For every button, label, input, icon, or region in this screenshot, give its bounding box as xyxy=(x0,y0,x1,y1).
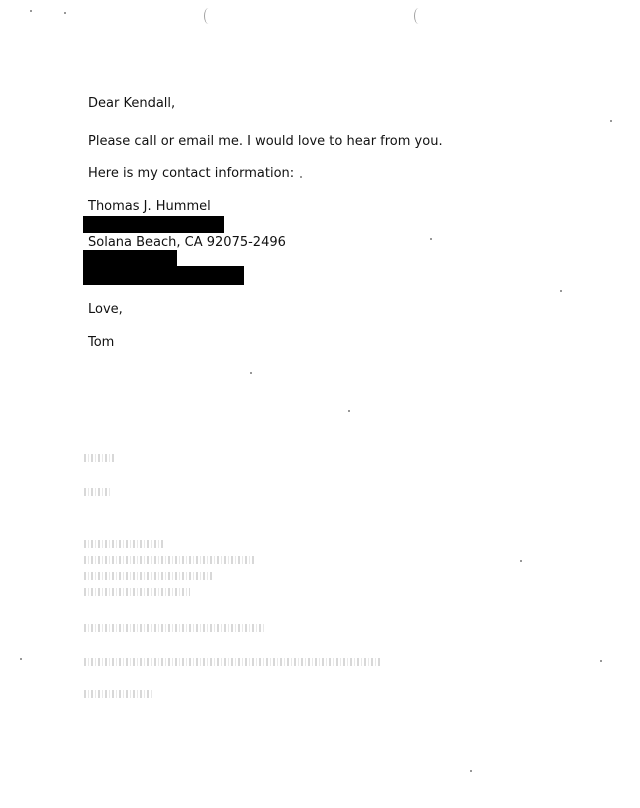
bleed-through-line xyxy=(84,540,164,548)
scan-speck xyxy=(600,660,602,662)
redacted-phone xyxy=(83,250,177,266)
greeting: Dear Kendall, xyxy=(88,96,176,111)
scan-speck xyxy=(470,770,472,772)
scan-mark-right xyxy=(414,8,423,24)
bleed-through-line xyxy=(84,624,266,632)
body-paragraph-1: Please call or email me. I would love to hear from you. xyxy=(88,134,443,149)
redacted-email xyxy=(83,266,244,285)
scan-speck xyxy=(300,176,302,178)
redacted-address xyxy=(83,216,224,233)
closing: Love, xyxy=(88,302,123,317)
scan-speck xyxy=(560,290,562,292)
bleed-through-line xyxy=(84,488,110,496)
bleed-through-line xyxy=(84,690,154,698)
scan-speck xyxy=(610,120,612,122)
bleed-through-line xyxy=(84,572,212,580)
contact-name: Thomas J. Hummel xyxy=(88,199,211,214)
bleed-through-line xyxy=(84,658,380,666)
contact-city-line: Solana Beach, CA 92075-2496 xyxy=(88,235,286,250)
scan-mark-left xyxy=(204,8,213,24)
bleed-through-line xyxy=(84,454,114,462)
scan-speck xyxy=(520,560,522,562)
scan-speck xyxy=(348,410,350,412)
scan-speck xyxy=(64,12,66,14)
scan-speck xyxy=(430,238,432,240)
body-paragraph-2: Here is my contact information: xyxy=(88,166,295,181)
signature: Tom xyxy=(88,335,115,350)
scan-speck xyxy=(250,372,252,374)
scan-speck xyxy=(20,658,22,660)
scan-speck xyxy=(30,10,32,12)
bleed-through-line xyxy=(84,556,256,564)
bleed-through-line xyxy=(84,588,190,596)
